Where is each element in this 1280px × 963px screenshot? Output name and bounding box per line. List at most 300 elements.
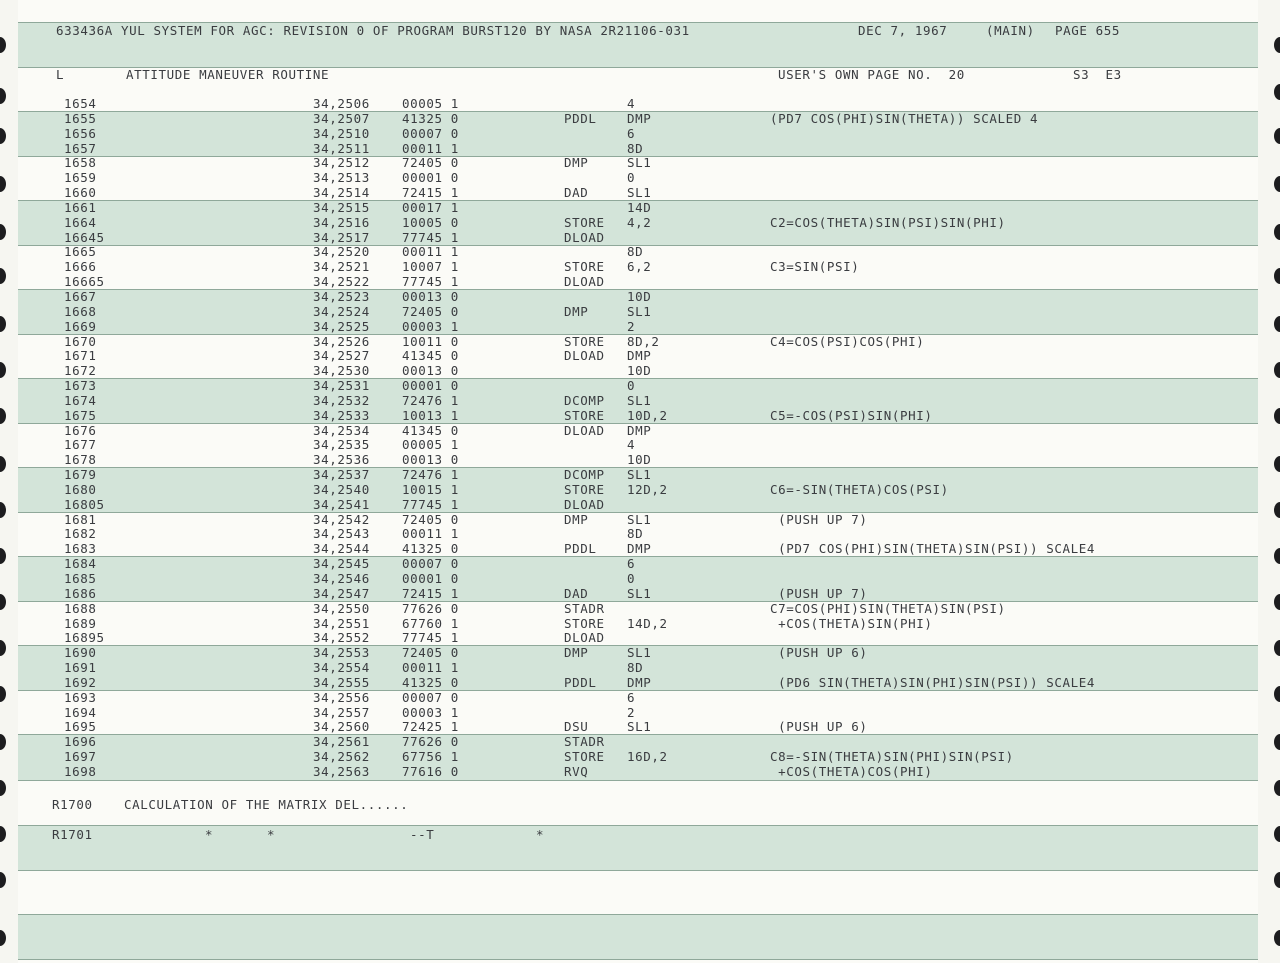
- address: 34,2545: [313, 556, 370, 572]
- rule: [18, 825, 1258, 826]
- opcode: DLOAD: [564, 630, 605, 646]
- operand: 2: [627, 704, 636, 720]
- octal-word: 77626 0: [402, 600, 459, 616]
- operand: 0: [627, 378, 636, 394]
- operand: 10D: [627, 452, 652, 468]
- opcode: DLOAD: [564, 274, 605, 290]
- opcode: STORE: [564, 481, 605, 497]
- listing-row: [0, 719, 1280, 734]
- opcode: PDDL: [564, 541, 597, 557]
- octal-word: 77745 1: [402, 496, 459, 512]
- operand: 0: [627, 170, 636, 186]
- listing-row: [0, 423, 1280, 438]
- address: 34,2540: [313, 481, 370, 497]
- listing-row: [0, 556, 1280, 571]
- opcode: DMP: [564, 645, 589, 661]
- line-number: 1698: [64, 763, 97, 779]
- feed-hole: [0, 930, 6, 946]
- address: 34,2512: [313, 155, 370, 171]
- address: 34,2537: [313, 467, 370, 483]
- listing-section: (MAIN): [986, 23, 1035, 38]
- operand: 4: [627, 96, 636, 111]
- comment: (PD6 SIN(THETA)SIN(PHI)SIN(PSI)) SCALE4: [770, 674, 1096, 690]
- operand: 10D: [627, 363, 652, 379]
- line-number: 1692: [64, 674, 97, 690]
- line-number: 1686: [64, 585, 97, 601]
- octal-word: 41345 0: [402, 348, 459, 364]
- line-number: 1671: [64, 348, 97, 364]
- line-number: 1664: [64, 214, 97, 230]
- comment: (PUSH UP 6): [770, 719, 868, 735]
- opcode: DCOMP: [564, 467, 605, 483]
- comment: C4=COS(PSI)COS(PHI): [770, 333, 925, 349]
- octal-word: 72405 0: [402, 155, 459, 171]
- octal-word: 72415 1: [402, 185, 459, 201]
- address: 34,2523: [313, 288, 370, 304]
- feed-hole: [1274, 826, 1280, 842]
- opcode: RVQ: [564, 763, 589, 779]
- listing-row: [0, 378, 1280, 393]
- opcode: STADR: [564, 734, 605, 750]
- line-number: 1675: [64, 407, 97, 423]
- operand: 6: [627, 556, 636, 572]
- listing-row: [0, 289, 1280, 304]
- opcode: DLOAD: [564, 348, 605, 364]
- line-number: 1697: [64, 749, 97, 765]
- feed-hole: [0, 780, 6, 796]
- octal-word: 00005 1: [402, 437, 459, 453]
- octal-word: 00013 0: [402, 288, 459, 304]
- operand: DMP: [627, 422, 652, 438]
- address: 34,2526: [313, 333, 370, 349]
- address: 34,2511: [313, 140, 370, 156]
- listing-row: [0, 155, 1280, 170]
- octal-word: 00001 0: [402, 571, 459, 586]
- opcode: DLOAD: [564, 496, 605, 512]
- line-number: 1669: [64, 318, 97, 334]
- address: 34,2555: [313, 674, 370, 690]
- listing-row: [0, 363, 1280, 378]
- comment: C8=-SIN(THETA)SIN(PHI)SIN(PSI): [770, 749, 1014, 765]
- listing-row: [0, 319, 1280, 334]
- line-number: 1668: [64, 303, 97, 319]
- listing-row: [0, 660, 1280, 675]
- line-number: 1659: [64, 170, 97, 186]
- listing-row: [0, 497, 1280, 512]
- octal-word: 77745 1: [402, 630, 459, 646]
- operand: 0: [627, 571, 636, 586]
- listing-row: [0, 141, 1280, 156]
- address: 34,2520: [313, 244, 370, 260]
- listing-row: [0, 571, 1280, 586]
- operand: 8D: [627, 244, 644, 260]
- octal-word: 77616 0: [402, 763, 459, 779]
- address: 34,2513: [313, 170, 370, 186]
- feed-hole: [0, 37, 6, 53]
- line-number: 1672: [64, 363, 97, 379]
- octal-word: 72415 1: [402, 585, 459, 601]
- octal-word: 00011 1: [402, 244, 459, 260]
- octal-word: 00003 1: [402, 704, 459, 720]
- line-number: 1660: [64, 185, 97, 201]
- line-number: 1691: [64, 660, 97, 676]
- remark-star: *: [536, 827, 545, 842]
- comment: (PUSH UP 7): [770, 511, 868, 527]
- operand: 8D: [627, 526, 644, 542]
- address: 34,2506: [313, 96, 370, 111]
- line-number: 1696: [64, 734, 97, 750]
- line-number: 1665: [64, 244, 97, 260]
- line-number: 1673: [64, 378, 97, 394]
- address: 34,2543: [313, 526, 370, 542]
- octal-word: 00001 0: [402, 378, 459, 394]
- operand: DMP: [627, 110, 652, 126]
- listing-row: [0, 512, 1280, 527]
- listing-date: DEC 7, 1967: [858, 23, 948, 38]
- line-number: 1676: [64, 422, 97, 438]
- octal-word: 00013 0: [402, 363, 459, 379]
- comment: +COS(THETA)SIN(PHI): [770, 615, 933, 631]
- remark-star: *: [205, 827, 214, 842]
- octal-word: 00013 0: [402, 452, 459, 468]
- user-page-number: USER'S OWN PAGE NO. 20: [778, 67, 965, 82]
- feed-hole: [0, 872, 6, 888]
- opcode: PDDL: [564, 674, 597, 690]
- listing-row: [0, 244, 1280, 259]
- listing-row: [0, 705, 1280, 720]
- rule: [18, 959, 1258, 960]
- comment: C6=-SIN(THETA)COS(PSI): [770, 481, 949, 497]
- octal-word: 77745 1: [402, 229, 459, 245]
- operand: 10D: [627, 288, 652, 304]
- comment: (PUSH UP 7): [770, 585, 868, 601]
- line-number: 1670: [64, 333, 97, 349]
- line-number: 1693: [64, 689, 97, 705]
- octal-word: 00017 1: [402, 199, 459, 215]
- octal-word: 72405 0: [402, 511, 459, 527]
- address: 34,2536: [313, 452, 370, 468]
- remark-dash: --T: [410, 827, 435, 842]
- octal-word: 00003 1: [402, 318, 459, 334]
- octal-word: 77745 1: [402, 274, 459, 290]
- opcode: DSU: [564, 719, 589, 735]
- line-number: 1682: [64, 526, 97, 542]
- line-number: 1685: [64, 571, 97, 586]
- listing-row: [0, 200, 1280, 215]
- octal-word: 41325 0: [402, 674, 459, 690]
- octal-word: 72405 0: [402, 303, 459, 319]
- listing-row: [0, 586, 1280, 601]
- opcode: STORE: [564, 333, 605, 349]
- operand: SL1: [627, 719, 652, 735]
- octal-word: 00011 1: [402, 660, 459, 676]
- address: 34,2533: [313, 407, 370, 423]
- listing-row: [0, 616, 1280, 631]
- comment: C3=SIN(PSI): [770, 259, 860, 275]
- comment: C2=COS(THETA)SIN(PSI)SIN(PHI): [770, 214, 1006, 230]
- page-number: PAGE 655: [1055, 23, 1121, 38]
- listing-row: [0, 690, 1280, 705]
- opcode: DCOMP: [564, 392, 605, 408]
- octal-word: 41345 0: [402, 422, 459, 438]
- feed-hole: [1274, 780, 1280, 796]
- operand: SL1: [627, 511, 652, 527]
- line-number: 16645: [64, 229, 105, 245]
- octal-word: 00005 1: [402, 96, 459, 111]
- address: 34,2562: [313, 749, 370, 765]
- listing-row: [0, 645, 1280, 660]
- line-number: 1690: [64, 645, 97, 661]
- band-10: [18, 914, 1258, 959]
- opcode: STADR: [564, 600, 605, 616]
- operand: 6: [627, 125, 636, 141]
- address: 34,2547: [313, 585, 370, 601]
- line-number: 1661: [64, 199, 97, 215]
- listing-row: [0, 437, 1280, 452]
- comment: C7=COS(PHI)SIN(THETA)SIN(PSI): [770, 600, 1006, 616]
- listing-row: [0, 601, 1280, 616]
- octal-word: 67756 1: [402, 749, 459, 765]
- address: 34,2524: [313, 303, 370, 319]
- address: 34,2514: [313, 185, 370, 201]
- address: 34,2554: [313, 660, 370, 676]
- line-number: 1666: [64, 259, 97, 275]
- octal-word: 72476 1: [402, 392, 459, 408]
- octal-word: 00007 0: [402, 125, 459, 141]
- opcode: DMP: [564, 511, 589, 527]
- routine-title: ATTITUDE MANEUVER ROUTINE: [126, 67, 330, 82]
- opcode: STORE: [564, 749, 605, 765]
- line-number: 1681: [64, 511, 97, 527]
- line-number: 1677: [64, 437, 97, 453]
- operand: SL1: [627, 303, 652, 319]
- operand: 14D,2: [627, 615, 668, 631]
- feed-hole: [1274, 872, 1280, 888]
- opcode: DLOAD: [564, 229, 605, 245]
- octal-word: 00001 0: [402, 170, 459, 186]
- line-number: 1683: [64, 541, 97, 557]
- remark-id: R1700: [52, 797, 93, 812]
- operand: DMP: [627, 674, 652, 690]
- listing-row: [0, 304, 1280, 319]
- address: 34,2550: [313, 600, 370, 616]
- rule: [18, 914, 1258, 915]
- operand: SL1: [627, 185, 652, 201]
- line-number: 1689: [64, 615, 97, 631]
- octal-word: 72425 1: [402, 719, 459, 735]
- listing-row: [0, 111, 1280, 126]
- address: 34,2527: [313, 348, 370, 364]
- listing-row: [0, 126, 1280, 141]
- line-number: 1684: [64, 556, 97, 572]
- comment: (PD7 COS(PHI)SIN(THETA)) SCALED 4: [770, 110, 1039, 126]
- octal-word: 10011 0: [402, 333, 459, 349]
- address: 34,2532: [313, 392, 370, 408]
- address: 34,2507: [313, 110, 370, 126]
- octal-word: 41325 0: [402, 541, 459, 557]
- operand: 8D,2: [627, 333, 660, 349]
- line-number: 16895: [64, 630, 105, 646]
- listing-row: [0, 274, 1280, 289]
- remark-text: CALCULATION OF THE MATRIX DEL......: [124, 797, 409, 812]
- octal-word: 41325 0: [402, 110, 459, 126]
- line-number: 1654: [64, 96, 97, 111]
- operand: 6: [627, 689, 636, 705]
- listing-row: [0, 541, 1280, 556]
- operand: 4,2: [627, 214, 652, 230]
- listing-row: [0, 675, 1280, 690]
- octal-word: 77626 0: [402, 734, 459, 750]
- listing-row: [0, 96, 1280, 111]
- address: 34,2522: [313, 274, 370, 290]
- feed-hole: [1274, 930, 1280, 946]
- remark-id: R1701: [52, 827, 93, 842]
- line-number: 1688: [64, 600, 97, 616]
- operand: SL1: [627, 467, 652, 483]
- line-number: 1679: [64, 467, 97, 483]
- address: 34,2535: [313, 437, 370, 453]
- address: 34,2551: [313, 615, 370, 631]
- listing-row: [0, 393, 1280, 408]
- address: 34,2560: [313, 719, 370, 735]
- address: 34,2525: [313, 318, 370, 334]
- octal-word: 00007 0: [402, 556, 459, 572]
- operand: 6,2: [627, 259, 652, 275]
- listing-row: [0, 348, 1280, 363]
- listing-row: [0, 734, 1280, 749]
- comment: (PD7 COS(PHI)SIN(THETA)SIN(PSI)) SCALE4: [770, 541, 1096, 557]
- listing-row: [0, 408, 1280, 423]
- listing-row: [0, 259, 1280, 274]
- line-number: 1678: [64, 452, 97, 468]
- listing-row: [0, 452, 1280, 467]
- address: 34,2563: [313, 763, 370, 779]
- octal-word: 00011 1: [402, 526, 459, 542]
- listing-title: 633436A YUL SYSTEM FOR AGC: REVISION 0 OF PROGRAM BURST120 BY NASA 2R21106-031: [56, 23, 690, 38]
- octal-word: 00007 0: [402, 689, 459, 705]
- band-9: [18, 825, 1258, 870]
- address: 34,2542: [313, 511, 370, 527]
- octal-word: 10015 1: [402, 481, 459, 497]
- address: 34,2510: [313, 125, 370, 141]
- opcode: DAD: [564, 585, 589, 601]
- operand: SL1: [627, 392, 652, 408]
- address: 34,2521: [313, 259, 370, 275]
- operand: 8D: [627, 140, 644, 156]
- address: 34,2534: [313, 422, 370, 438]
- octal-word: 00011 1: [402, 140, 459, 156]
- line-number: 1695: [64, 719, 97, 735]
- address: 34,2561: [313, 734, 370, 750]
- operand: 16D,2: [627, 749, 668, 765]
- remark-star: *: [267, 827, 276, 842]
- operand: 8D: [627, 660, 644, 676]
- operand: 10D,2: [627, 407, 668, 423]
- octal-word: 67760 1: [402, 615, 459, 631]
- opcode: STORE: [564, 214, 605, 230]
- comment: C5=-COS(PSI)SIN(PHI): [770, 407, 933, 423]
- line-number: 1658: [64, 155, 97, 171]
- operand: DMP: [627, 348, 652, 364]
- listing-row: [0, 526, 1280, 541]
- line-number: 16805: [64, 496, 105, 512]
- opcode: DMP: [564, 303, 589, 319]
- rule: [18, 870, 1258, 871]
- address: 34,2546: [313, 571, 370, 586]
- line-number: 1656: [64, 125, 97, 141]
- listing-row: [0, 482, 1280, 497]
- operand: 12D,2: [627, 481, 668, 497]
- listing-row: [0, 215, 1280, 230]
- line-number: 1667: [64, 288, 97, 304]
- operand: DMP: [627, 541, 652, 557]
- operand: 4: [627, 437, 636, 453]
- address: 34,2515: [313, 199, 370, 215]
- listing-flag: L: [56, 67, 65, 82]
- address: 34,2552: [313, 630, 370, 646]
- feed-hole: [1274, 37, 1280, 53]
- address: 34,2516: [313, 214, 370, 230]
- listing-row: [0, 334, 1280, 349]
- octal-word: 72405 0: [402, 645, 459, 661]
- address: 34,2556: [313, 689, 370, 705]
- comment: +COS(THETA)COS(PHI): [770, 763, 933, 779]
- line-number: 1655: [64, 110, 97, 126]
- rule: [18, 780, 1258, 781]
- line-number: 1657: [64, 140, 97, 156]
- feed-hole: [0, 826, 6, 842]
- line-number: 16665: [64, 274, 105, 290]
- octal-word: 10005 0: [402, 214, 459, 230]
- opcode: DLOAD: [564, 422, 605, 438]
- operand: 14D: [627, 199, 652, 215]
- code-listing: [0, 96, 1280, 779]
- listing-row: [0, 749, 1280, 764]
- operand: SL1: [627, 645, 652, 661]
- address: 34,2544: [313, 541, 370, 557]
- line-number: 1694: [64, 704, 97, 720]
- opcode: STORE: [564, 259, 605, 275]
- address: 34,2530: [313, 363, 370, 379]
- opcode: DAD: [564, 185, 589, 201]
- operand: SL1: [627, 155, 652, 171]
- listing-row: [0, 185, 1280, 200]
- listing-row: [0, 630, 1280, 645]
- opcode: PDDL: [564, 110, 597, 126]
- comment: (PUSH UP 6): [770, 645, 868, 661]
- opcode: STORE: [564, 615, 605, 631]
- address: 34,2531: [313, 378, 370, 394]
- octal-word: 10007 1: [402, 259, 459, 275]
- address: 34,2557: [313, 704, 370, 720]
- listing-codes: S3 E3: [1073, 67, 1122, 82]
- opcode: STORE: [564, 407, 605, 423]
- address: 34,2553: [313, 645, 370, 661]
- octal-word: 72476 1: [402, 467, 459, 483]
- listing-row: [0, 170, 1280, 185]
- address: 34,2517: [313, 229, 370, 245]
- listing-row: [0, 230, 1280, 245]
- line-number: 1674: [64, 392, 97, 408]
- address: 34,2541: [313, 496, 370, 512]
- listing-row: [0, 467, 1280, 482]
- listing-row: [0, 764, 1280, 779]
- octal-word: 10013 1: [402, 407, 459, 423]
- operand: 2: [627, 318, 636, 334]
- line-number: 1680: [64, 481, 97, 497]
- operand: SL1: [627, 585, 652, 601]
- opcode: DMP: [564, 155, 589, 171]
